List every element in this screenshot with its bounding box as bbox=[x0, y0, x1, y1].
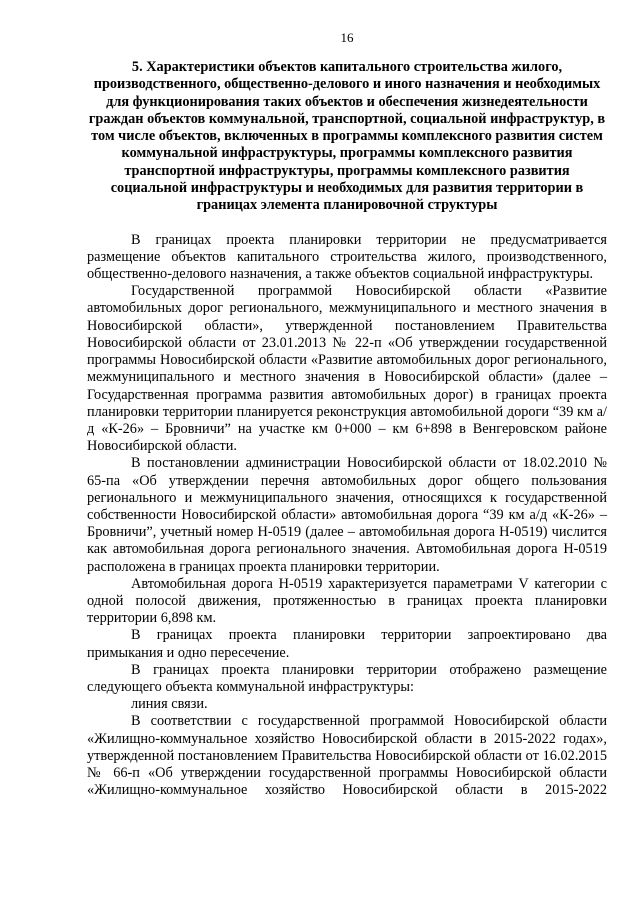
paragraph-4: Автомобильная дорога Н-0519 характеризуется параметрами V категории с одной полосой движения, протяженностью в границах проекта планировки территории 6,898 км. bbox=[87, 575, 607, 627]
page-number: 16 bbox=[340, 30, 354, 45]
paragraph-3: В постановлении администрации Новосибирской области от 18.02.2010 № 65-па «Об утверждении перечня автомобильных дорог общего пользования регионального и межмуниципального значения, относящихся к государственной собственности Новосибирской области» автомобильная дорога “39 км а/д «К-26» – Бровничи”, учетный номер Н-0519 (далее – автомобильная дорога Н-0519) числится как автомобильная дорога регионального значения. Автомобильная дорога Н-0519 расположена в границах проекта планировки территории. bbox=[87, 455, 607, 575]
paragraph-8: В соответствии с государственной программой Новосибирской области «Жилищно-коммунальное хозяйство Новосибирской области в 2015-2022 годах», утвержденной постановлением Правительства Новосибирской области от 16.02.2015 № 66-п «Об утверждении государственной программы Новосибирской области «Жилищно-коммунальное хозяйство Новосибирской области в 2015-2022 bbox=[87, 713, 607, 799]
paragraph-5: В границах проекта планировки территории запроектировано два примыкания и одно пересечение. bbox=[87, 627, 607, 661]
paragraph-1: В границах проекта планировки территории не предусматривается размещение объектов капитального строительства жилого, производственного, общественно-делового назначения, а также объектов социальной инфраструктуры. bbox=[87, 231, 607, 283]
paragraph-7: линия связи. bbox=[131, 696, 208, 713]
section-title: 5. Характеристики объектов капитального строительства жилого, производственного, общественно-делового и иного назначения и необходимых для функционирования таких объектов и обеспечения жизнедеятельности граждан объектов коммунальной, транспортной, социальной инфраструктур, в том числе объектов, включенных в программы комплексного развития систем коммунальной инфраструктуры, программы комплексного развития транспортной инфраструктуры, программы комплексного развития социальной инфраструктуры и необходимых для развития территории в границах элемента планировочной структуры bbox=[88, 59, 606, 214]
paragraph-2: Государственной программой Новосибирской области «Развитие автомобильных дорог регионального, межмуниципального и местного значения в Новосибирской области», утвержденной постановлением Правительства Новосибирской области от 23.01.2013 № 22-п «Об утверждении государственной программы Новосибирской области «Развитие автомобильных дорог регионального, межмуниципального и местного значения в Новосибирской области» (далее – Государственная программа развития автомобильных дорог) в границах проекта планировки территории планируется реконструкция автомобильной дороги “39 км а/д «К-26» – Бровничи” на участке км 0+000 – км 6+898 в Венгеровском районе Новосибирской области. bbox=[87, 283, 607, 455]
paragraph-6: В границах проекта планировки территории отображено размещение следующего объекта коммунальной инфраструктуры: bbox=[87, 661, 607, 695]
